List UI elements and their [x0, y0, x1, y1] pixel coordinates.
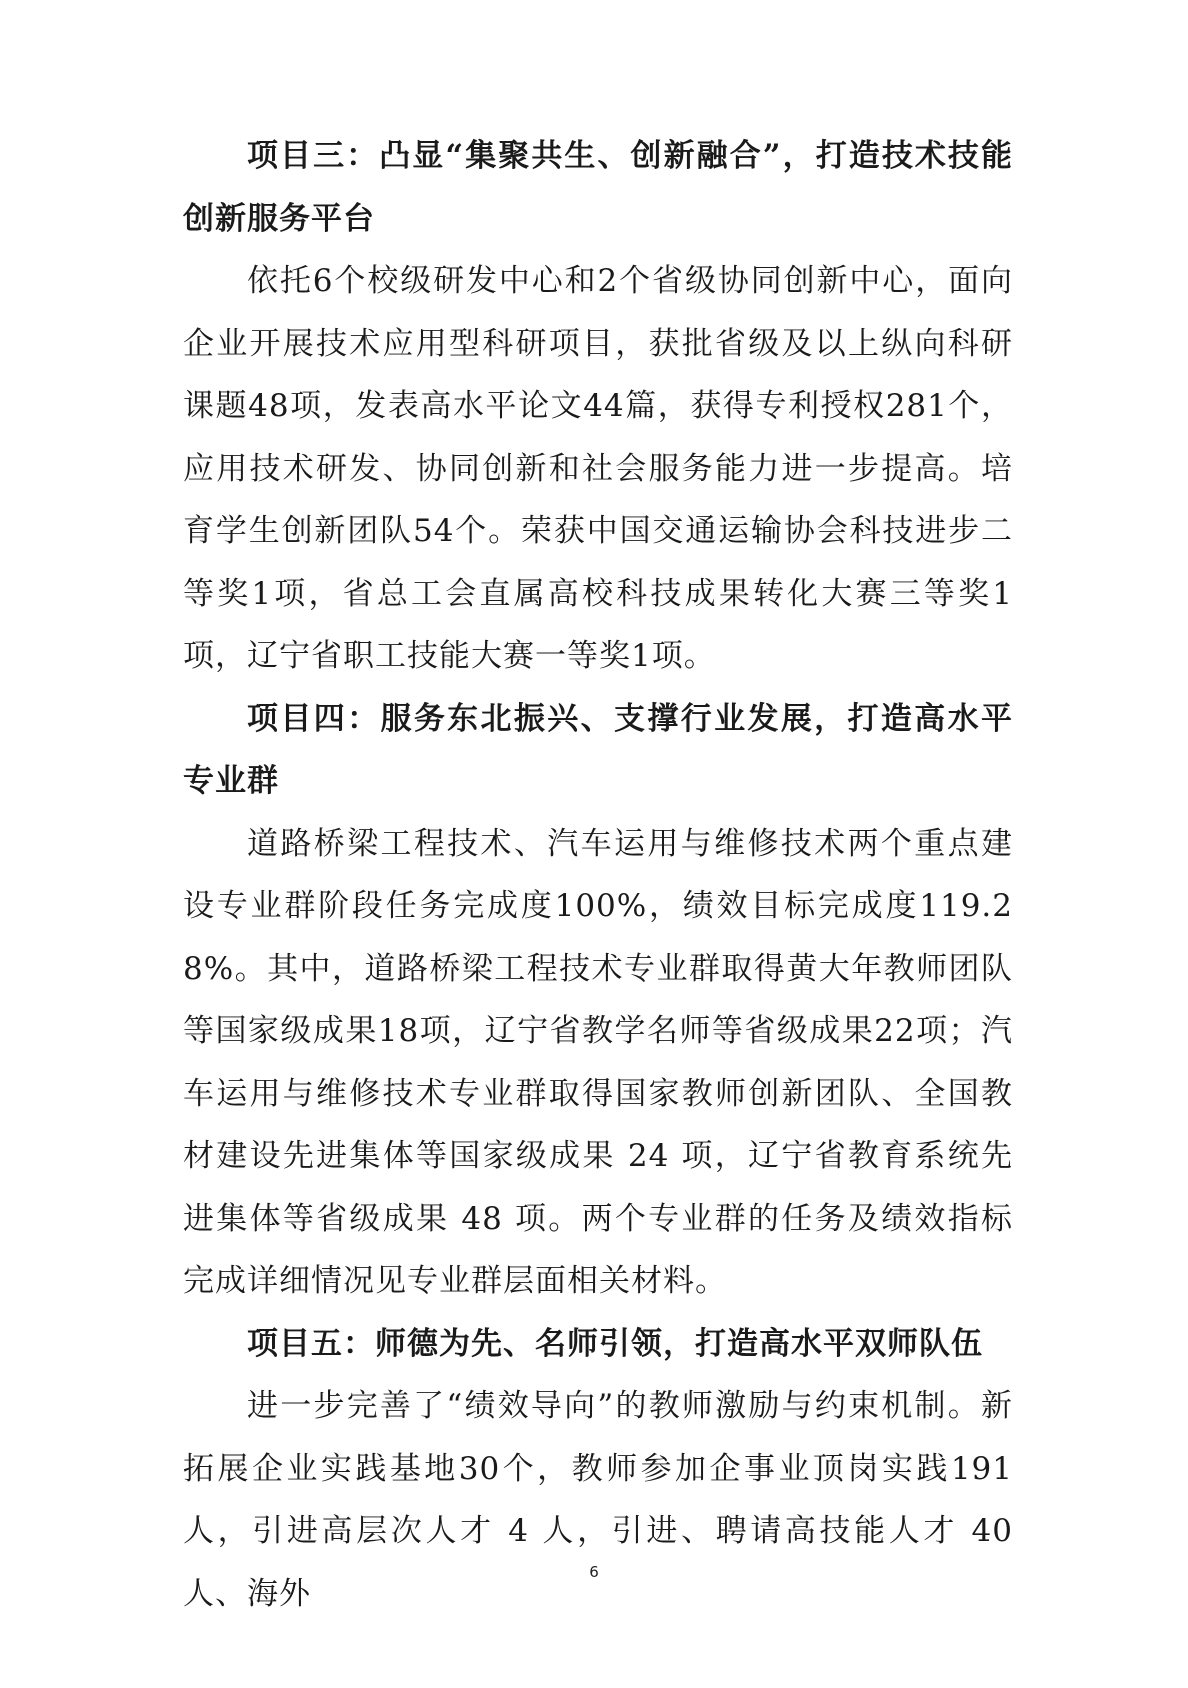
section-heading-project-5: 项目五：师德为先、名师引领，打造高水平双师队伍 — [247, 1325, 983, 1362]
body-paragraph-project-5: 进一步完善了“绩效导向”的教师激励与约束机制。新拓展企业实践基地30个，教师参加企事业顶岗实践191人，引进高层次人才 4 人，引进、聘请高技能人才 40 人、海外 — [183, 1388, 1013, 1612]
section-heading-project-4: 项目四：服务东北振兴、支撑行业发展，打造高水平专业群 — [183, 700, 1013, 799]
body-paragraph-project-4: 道路桥梁工程技术、汽车运用与维修技术两个重点建设专业群阶段任务完成度100%，绩效目标完成度119.28%。其中，道路桥梁工程技术专业群取得黄大年教师团队等国家级成果18项，辽宁省教学名师等省级成果22项；汽车运用与维修技术专业群取得国家教师创新团队、全国教材建设先进集体等国家级成果 24 项，辽宁省教育系统先进集体等省级成果 48 项。两个专业群的任务及绩效指标完成详细情况见专业群层面相关材料。 — [183, 825, 1013, 1299]
body-paragraph-project-3: 依托6个校级研发中心和2个省级协同创新中心，面向企业开展技术应用型科研项目，获批省级及以上纵向科研课题48项，发表高水平论文44篇，获得专利授权281个，应用技术研发、协同创新和社会服务能力进一步提高。培育学生创新团队54个。荣获中国交通运输协会科技进步二等奖1项，省总工会直属高校科技成果转化大赛三等奖1项，辽宁省职工技能大赛一等奖1项。 — [183, 263, 1013, 674]
page-number: 6 — [589, 1563, 599, 1581]
section-heading-project-3: 项目三：凸显“集聚共生、创新融合”，打造技术技能创新服务平台 — [183, 138, 1013, 237]
document-page — [183, 125, 1013, 1625]
